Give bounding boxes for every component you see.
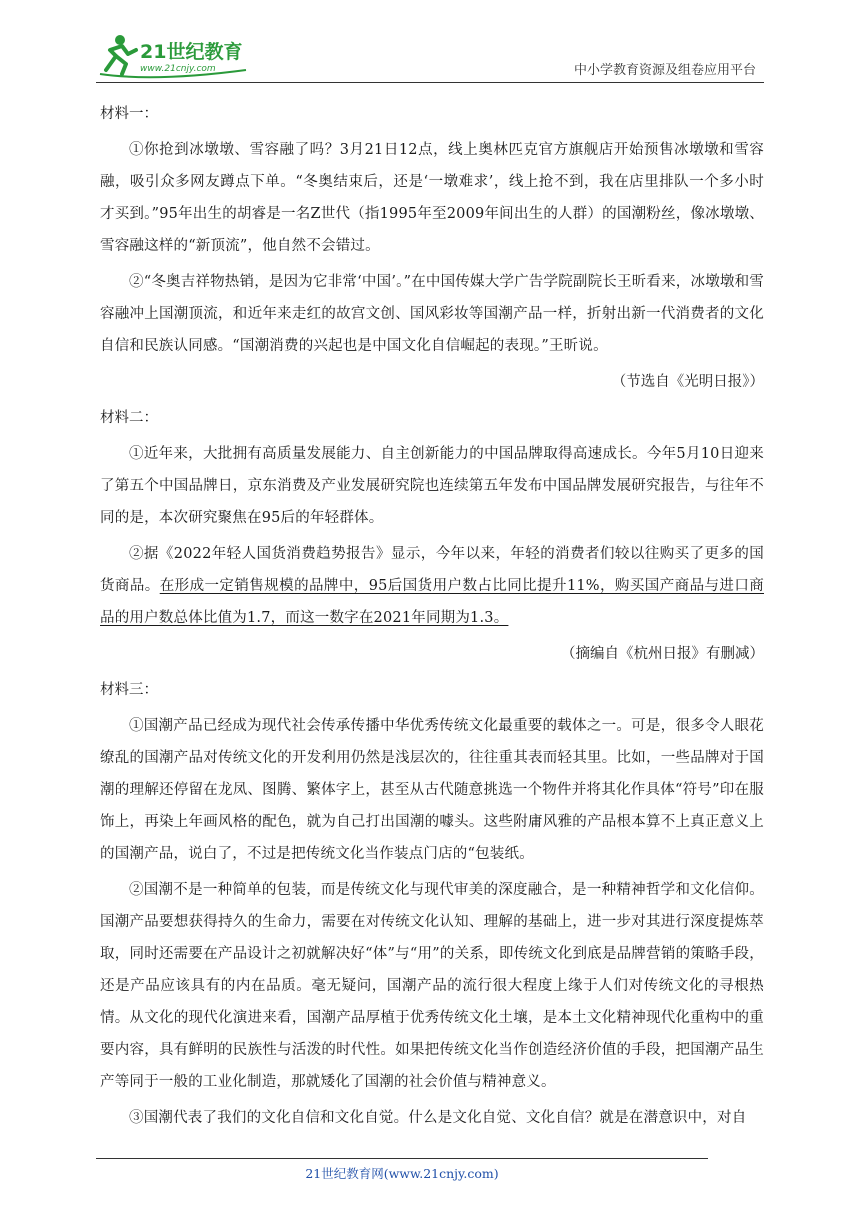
material2-paragraph-2-intro: ②据《2022年轻人国货消费趋势报告》显示，今年以来，年轻的消费者们较以往购买了更多的国货商品。 [100, 546, 764, 594]
material2-paragraph-1: ①近年来，大批拥有高质量发展能力、自主创新能力的中国品牌取得高速成长。今年5月10日迎来了第五个中国品牌日，京东消费及产业发展研究院也连续第五年发布中国品牌发展研究报告，与往年不同的是，本次研究聚焦在95后的年轻群体。 [100, 446, 764, 526]
material1-paragraph-1: ①你抢到冰墩墩、雪容融了吗？3月21日12点，线上奥林匹克官方旗舰店开始预售冰墩墩和雪容融，吸引众多网友蹲点下单。“冬奥结束后，还是‘一墩难求’，线上抢不到，我在店里排队一个多小时才买到。”95年出生的胡睿是一名Z世代（指1995年至2009年间出生的人群）的国潮粉丝，像冰墩墩、雪容融这样的“新顶流”，他自然不会错过。 [100, 142, 764, 254]
material1-label: 材料一： [100, 106, 158, 122]
page-footer: 21世纪教育网(www.21cnjy.com) [305, 1166, 499, 1181]
footer-divider [96, 1158, 708, 1159]
page-header [96, 30, 764, 83]
material3-label: 材料三： [100, 682, 158, 698]
material3-paragraph-1: ①国潮产品已经成为现代社会传承传播中华优秀传统文化最重要的载体之一。可是，很多令人眼花缭乱的国潮产品对传统文化的开发利用仍然是浅层次的，往往重其表而轻其里。比如，一些品牌对于国潮的理解还停留在龙凤、图腾、繁体字上，甚至从古代随意挑选一个物件并将其化作具体“符号”印在服饰上，再染上年画风格的配色，就为自己打出国潮的噱头。这些附庸风雅的产品根本算不上真正意义上的国潮产品，说白了，不过是把传统文化当作装点门店的“包装纸。 [100, 718, 764, 862]
material3-paragraph-3: ③国潮代表了我们的文化自信和文化自觉。什么是文化自觉、文化自信？就是在潜意识中，对自 [129, 1110, 747, 1126]
material2-source: （摘编自《杭州日报》有删减） [561, 646, 764, 662]
logo-url: www.21cnjy.com [140, 64, 216, 74]
21cnjy-logo [96, 30, 266, 80]
article-body [100, 98, 764, 1134]
platform-name: 中小学教育资源及组卷应用平台 [573, 63, 756, 78]
logo-text: 21世纪教育 [140, 41, 243, 63]
material1-paragraph-2: ②“冬奥吉祥物热销，是因为它非常‘中国’。”在中国传媒大学广告学院副院长王昕看来，冰墩墩和雪容融冲上国潮顶流，和近年来走红的故宫文创、国风彩妆等国潮产品一样，折射出新一代消费者的文化自信和民族认同感。“国潮消费的兴起也是中国文化自信崛起的表现。”王昕说。 [100, 274, 764, 354]
material3-paragraph-2: ②国潮不是一种简单的包装，而是传统文化与现代审美的深度融合，是一种精神哲学和文化信仰。国潮产品要想获得持久的生命力，需要在对传统文化认知、理解的基础上，进一步对其进行深度提炼萃取，同时还需要在产品设计之初就解决好“体”与“用”的关系，即传统文化到底是品牌营销的策略手段，还是产品应该具有的内在品质。毫无疑问，国潮产品的流行很大程度上缘于人们对传统文化的寻根热情。从文化的现代化演进来看，国潮产品厚植于优秀传统文化土壤，是本土文化精神现代化重构中的重要内容，具有鲜明的民族性与活泼的时代性。如果把传统文化当作创造经济价值的手段，把国潮产品生产等同于一般的工业化制造，那就矮化了国潮的社会价值与精神意义。 [100, 882, 764, 1090]
material2-underlined-statistics: 在形成一定销售规模的品牌中，95后国货用户数占比同比提升11%，购买国产商品与进口商品的用户数总体比值为1.7，而这一数字在2021年同期为1.3。 [100, 578, 764, 626]
material2-paragraph-2 [100, 538, 764, 634]
material2-label: 材料二： [100, 410, 158, 426]
material1-source: （节选自《光明日报》） [611, 374, 764, 390]
